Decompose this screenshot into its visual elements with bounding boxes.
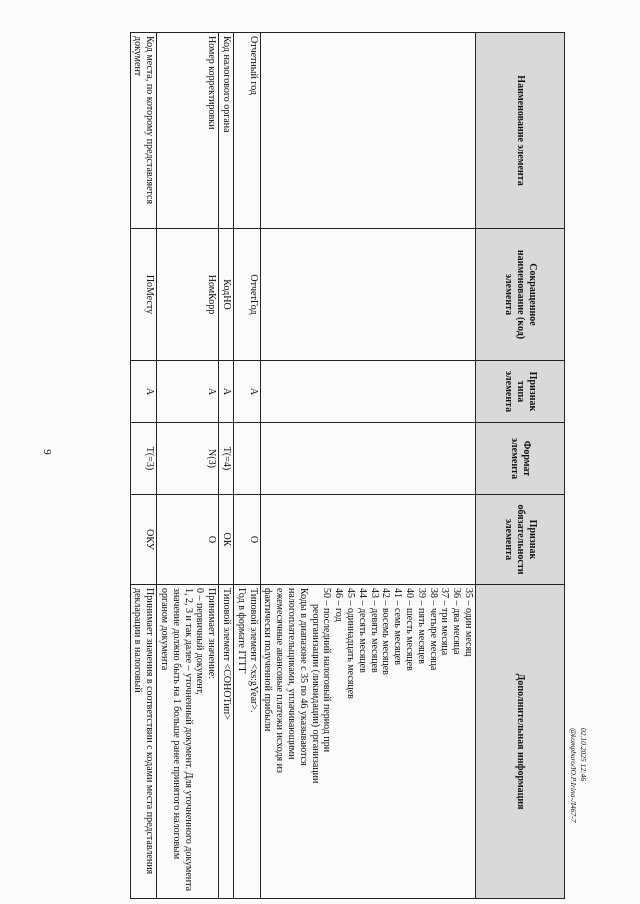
info-line: 50 – последний налоговый период при: [321, 588, 333, 753]
cell-type: А: [130, 361, 157, 423]
info-line: Год в формате ГГГГ: [235, 588, 247, 674]
header-element-name: Наименование элемента: [476, 33, 565, 229]
elements-table: [130, 32, 565, 899]
info-line: Коды в диапазоне с 35 по 46 указываются: [297, 588, 309, 766]
info-line: ежемесячные авансовые платежи исходя из: [274, 588, 286, 773]
info-line: 37 – три месяца: [439, 588, 451, 656]
cell-code: КодНО: [219, 229, 234, 361]
info-line: 44 – десять месяцев: [356, 588, 368, 673]
period-codes-info: [260, 585, 475, 899]
cell-required: О: [157, 495, 219, 585]
cell-format: N(3): [157, 423, 219, 495]
table-row-correction-number: [157, 33, 219, 899]
cell-format: [234, 423, 261, 495]
info-line: 43 – девять месяцев: [368, 588, 380, 673]
cell-required: О: [234, 495, 261, 585]
cell-info: [157, 585, 219, 899]
info-line: 38 – четыре месяца: [427, 588, 439, 671]
table-row-submission-place: [130, 33, 157, 899]
footer-date: 02.10.2025 12:46: [579, 728, 588, 782]
info-line: 0 – первичный документ,: [194, 588, 206, 695]
info-line: фактически полученной прибыли: [262, 588, 274, 732]
info-line: 41 – семь месяцев: [392, 588, 404, 665]
table-row-tax-authority-code: [219, 33, 234, 899]
cell-required: ОКУ: [130, 495, 157, 585]
info-line: налогоплательщиками, уплачивающими: [286, 588, 298, 760]
cell-name: Номер корректировки: [157, 33, 219, 229]
header-short-code: Сокращенное наименование (код) элемента: [476, 229, 565, 361]
table-row-report-year: [234, 33, 261, 899]
cell-code: НомКорр: [157, 229, 219, 361]
header-required-sign: Признак обязательности элемента: [476, 495, 565, 585]
cell-name: Код места, по которому представляется документ: [130, 33, 157, 229]
info-line: 39 – пять месяцев: [415, 588, 427, 664]
cell-info: Типовой элемент <СОНОТип>: [219, 585, 234, 899]
footer-stamp: [566, 728, 626, 888]
table-header-row: [476, 33, 565, 899]
cell-code: ОтчетГод: [234, 229, 261, 361]
info-line: 46 – год: [333, 588, 345, 622]
cell-name: Код налогового органа: [219, 33, 234, 229]
info-line: 45 – одиннадцать месяцев: [345, 588, 357, 699]
info-line: реорганизации (ликвидации) организации: [309, 604, 321, 784]
document-table-rotated: [75, 32, 565, 898]
info-line: Принимает значение:: [206, 588, 218, 680]
cell-name: Отчетный год: [234, 33, 261, 229]
table-row-period-codes: [260, 33, 475, 899]
header-type-sign: Признак типа элемента: [476, 361, 565, 423]
info-line: Типовой элемент <xs:gYear>.: [247, 588, 259, 713]
info-line: 36 – два месяца: [451, 588, 463, 655]
cell-info: [234, 585, 261, 899]
info-line: 42 – восемь месяцев: [380, 588, 392, 675]
header-additional-info: Дополнительная информация: [476, 585, 565, 899]
cell-type: А: [219, 361, 234, 423]
cell-type: А: [234, 361, 261, 423]
info-line: 1, 2, 3 и так далее – уточненный документ. Для уточненного документа значение должно быть на 1 больше ранее принятого налоговым органом документа: [159, 588, 194, 892]
cell-info: Принимает значения в соответствии с кодами места представления декларации в налоговый: [130, 585, 157, 899]
info-line: 35 – один месяц: [463, 588, 474, 657]
cell-required: ОК: [219, 495, 234, 585]
info-line: 40 – шесть месяцев: [404, 588, 416, 671]
cell-format: T(=4): [219, 423, 234, 495]
cell-type: А: [157, 361, 219, 423]
page-number: 9: [40, 449, 53, 455]
cell-format: T(=3): [130, 423, 157, 495]
header-format: Формат элемента: [476, 423, 565, 495]
footer-source: @kompburo/Ю.Р.Irina-Л467-7: [569, 728, 578, 823]
cell-code: ПоМесту: [130, 229, 157, 361]
